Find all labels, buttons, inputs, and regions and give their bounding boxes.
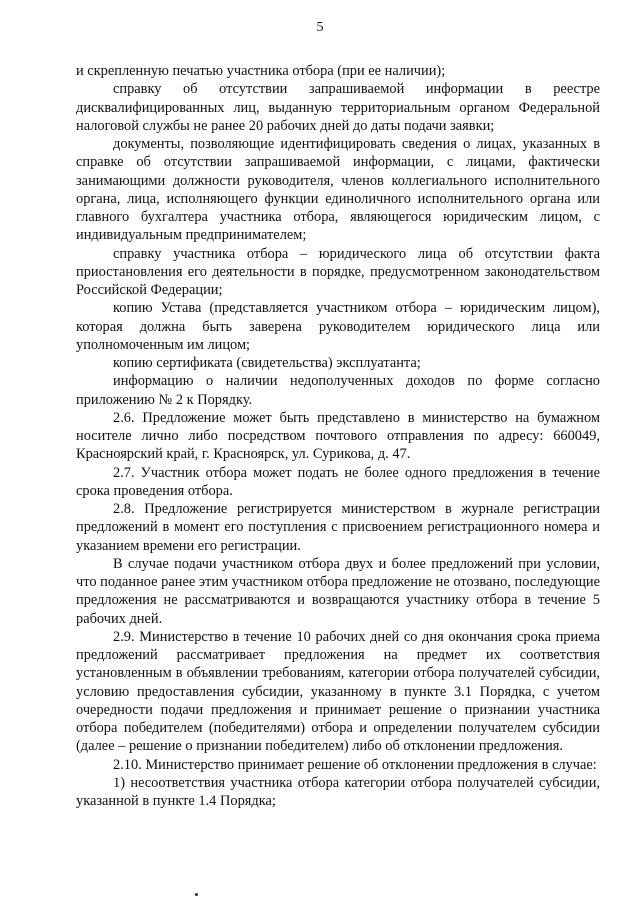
scan-artifact-dot xyxy=(195,893,198,896)
document-body xyxy=(76,62,600,810)
paragraph: 2.7. Участник отбора может подать не более одного предложения в течение срока проведения отбора. xyxy=(76,464,600,499)
paragraph: В случае подачи участником отбора двух и более предложений при условии, что поданное ранее этим участником отбора предложение не отозвано, последующие предложения не рассматриваются и возвращаются участнику отбора в течение 5 рабочих дней. xyxy=(76,555,600,627)
paragraph: 2.8. Предложение регистрируется министерством в журнале регистрации предложений в момент его поступления с присвоением регистрационного номера и указанием времени его регистрации. xyxy=(76,501,600,554)
paragraph: 2.9. Министерство в течение 10 рабочих дней со дня окончания срока приема предложений рассматривает предложения на предмет их соответствия установленным в объявлении требованиям, категории отбора получателей субсидии, условию предоставления субсидии, указанному в пункте 3.1 Порядка, с учетом очередности подачи предложения и принимает решение о признании участника отбора победителем (победителями) отбора и определении получателем субсидии (далее – решение о признании победителем) либо об отклонении предложения. xyxy=(76,628,600,755)
paragraph: справку об отсутствии запрашиваемой информации в реестре дисквалифицированных лиц, выданную территориальным органом Федеральной налоговой службы не ранее 20 рабочих дней до даты подачи заявки; xyxy=(76,81,600,134)
paragraph: 1) несоответствия участника отбора категории отбора получателей субсидии, указанной в пункте 1.4 Порядка; xyxy=(76,774,600,809)
page-number: 5 xyxy=(316,20,324,35)
paragraph: справку участника отбора – юридического лица об отсутствии факта приостановления его деятельности в порядке, предусмотренном законодательством Российской Федерации; xyxy=(76,245,600,298)
paragraph: и скрепленную печатью участника отбора (при ее наличии); xyxy=(76,63,446,79)
paragraph: копию сертификата (свидетельства) эксплуатанта; xyxy=(113,355,421,371)
paragraph: информацию о наличии недополученных доходов по форме согласно приложению № 2 к Порядку. xyxy=(76,373,600,408)
paragraph: документы, позволяющие идентифицировать сведения о лицах, указанных в справке об отсутствии запрашиваемой информации, с лицами, фактически занимающими должности руководителя, членов коллегиального исполнительного органа, лица, исполняющего функции единоличного исполнительного органа или главного бухгалтера участника отбора, являющегося юридическим лицом, с индивидуальным предпринимателем; xyxy=(76,136,600,244)
paragraph: 2.10. Министерство принимает решение об отклонении предложения в случае: xyxy=(113,756,597,773)
paragraph: 2.6. Предложение может быть представлено в министерство на бумажном носителе лично либо посредством почтового отправления по адресу: 660049, Красноярский край, г. Красноярск, ул. Сурикова, д. 47. xyxy=(76,409,600,463)
paragraph: копию Устава (представляется участником отбора – юридическим лицом), которая должна быть заверена руководителем юридического лица или уполномоченным им лицом; xyxy=(76,300,600,353)
